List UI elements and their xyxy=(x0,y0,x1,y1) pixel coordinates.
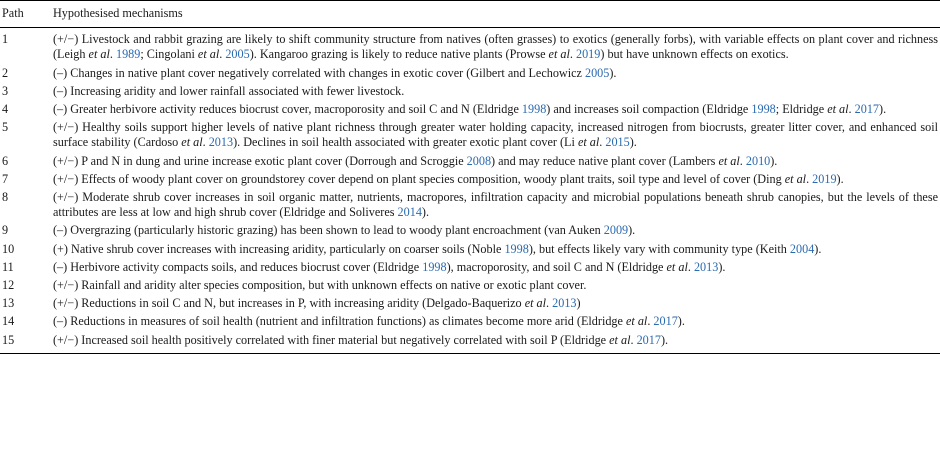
path-number: 4 xyxy=(2,102,9,117)
text-segment: (+/−) Increased soil health positively correlated with finer material but negatively correlated with soil P (Eldridge xyxy=(53,332,610,347)
citation-year-link[interactable]: 2009 xyxy=(603,223,629,238)
text-segment: . xyxy=(647,314,654,329)
text-segment: (–) Increasing aridity and lower rainfall associated with fewer livestock. xyxy=(53,83,405,98)
text-segment: ). xyxy=(609,65,617,80)
text-segment: . xyxy=(546,296,553,311)
mechanism-description xyxy=(53,65,940,83)
mechanism-description xyxy=(53,28,940,65)
text-segment: . xyxy=(848,102,855,117)
et-al-text: et al xyxy=(609,332,631,347)
text-segment: ). xyxy=(718,259,726,274)
header-row xyxy=(0,1,940,28)
citation-year-link[interactable]: 2013 xyxy=(552,296,577,311)
text-segment: (+/−) Rainfall and aridity alter species composition, but with unknown effects on native or exotic plant cover. xyxy=(53,278,587,293)
table-row xyxy=(0,171,940,189)
text-segment: . xyxy=(687,259,694,274)
citation-year-link[interactable]: 2017 xyxy=(653,314,678,329)
text-segment: (+/−) Moderate shrub cover increases in soil organic matter, nutrients, macropores, infiltration capacity and microbial populations beneath shrub canopies, but the levels of these attributes are less at low and high shrub cover (Eldridge and Soliveres xyxy=(53,190,938,220)
path-number: 14 xyxy=(2,314,15,329)
text-segment: ). xyxy=(628,223,636,238)
text-segment: ). xyxy=(677,314,685,329)
path-number: 1 xyxy=(2,32,9,47)
path-number: 6 xyxy=(2,153,9,168)
et-al-text: et al xyxy=(524,296,547,311)
path-number: 15 xyxy=(2,332,15,347)
text-segment: ). xyxy=(660,332,669,347)
text-segment: . xyxy=(599,135,606,150)
text-segment: . xyxy=(202,135,209,150)
path-number: 9 xyxy=(2,223,9,238)
text-segment: (+/−) P and N in dung and urine increase exotic plant cover (Dorrough and Scroggie xyxy=(53,153,467,168)
mechanism-description xyxy=(53,222,940,240)
path-number: 5 xyxy=(2,120,9,135)
citation-year-link[interactable]: 1998 xyxy=(521,102,547,117)
citation-year-link[interactable]: 1998 xyxy=(751,102,776,117)
text-segment: . xyxy=(739,153,746,168)
et-al-text: et al xyxy=(577,135,600,150)
path-number: 2 xyxy=(2,65,9,80)
table-row xyxy=(0,313,940,331)
table-row xyxy=(0,241,940,259)
text-segment: ). Declines in soil health associated with greater exotic plant cover (Li xyxy=(233,135,578,150)
table-row xyxy=(0,222,940,240)
citation-year-link[interactable]: 2017 xyxy=(854,102,880,117)
mechanism-description xyxy=(53,189,940,222)
citation-year-link[interactable]: 2013 xyxy=(208,135,234,150)
text-segment: ). xyxy=(421,205,430,220)
et-al-text: et al xyxy=(197,47,220,62)
text-segment: ). xyxy=(814,241,822,256)
text-segment: . xyxy=(219,47,226,62)
text-segment: ) and increases soil compaction (Eldridge xyxy=(546,102,752,117)
table-row xyxy=(0,153,940,171)
path-number: 11 xyxy=(2,259,14,274)
table-row xyxy=(0,259,940,277)
text-segment: (–) Reductions in measures of soil health (nutrient and infiltration functions) as climates become more arid (Eldridge xyxy=(53,314,626,329)
path-number: 8 xyxy=(2,190,9,205)
text-segment: ) xyxy=(576,296,581,311)
et-al-text: et al xyxy=(718,153,740,168)
mechanisms-column-header: Hypothesised mechanisms xyxy=(53,6,183,20)
text-segment: (–) Changes in native plant cover negatively correlated with changes in exotic cover (Gilbert and Lechowicz xyxy=(53,65,585,80)
et-al-text: et al xyxy=(666,259,688,274)
citation-year-link[interactable]: 2015 xyxy=(605,135,630,150)
table-row xyxy=(0,332,940,354)
text-segment: ) but have unknown effects on exotics. xyxy=(600,47,789,62)
path-number: 7 xyxy=(2,171,9,186)
text-segment: (+/−) Effects of woody plant cover on groundstorey cover depend on plant species composition, woody plant traits, soil type and level of cover (Ding xyxy=(53,171,785,186)
citation-year-link[interactable]: 2005 xyxy=(225,47,250,62)
table-row xyxy=(0,65,940,83)
citation-year-link[interactable]: 1998 xyxy=(504,241,529,256)
table-row xyxy=(0,189,940,222)
et-al-text: et al xyxy=(181,135,203,150)
text-segment: (–) Herbivore activity compacts soils, and reduces biocrust cover (Eldridge xyxy=(53,259,423,274)
citation-year-link[interactable]: 2004 xyxy=(789,241,815,256)
text-segment: (+/−) Reductions in soil C and N, but increases in P, with increasing aridity (Delgado-Baquerizo xyxy=(53,296,525,311)
table-row xyxy=(0,295,940,313)
table-row xyxy=(0,119,940,152)
text-segment: ). xyxy=(879,102,887,117)
path-number: 3 xyxy=(2,83,9,98)
text-segment: ). xyxy=(836,171,844,186)
citation-year-link[interactable]: 1998 xyxy=(422,259,447,274)
text-segment: ; Eldridge xyxy=(775,102,828,117)
et-al-text: et al xyxy=(626,314,648,329)
text-segment: (+/−) Healthy soils support higher levels of native plant richness through greater water holding capacity, increased nitrogen from biocrusts, greater litter cover, and enhanced soil surface stability (Cardoso xyxy=(53,120,938,150)
et-al-text: et al xyxy=(88,47,110,62)
text-segment: (+) Native shrub cover increases with increasing aridity, particularly on coarser soils (Noble xyxy=(53,241,505,256)
table-row xyxy=(0,101,940,119)
text-segment: . xyxy=(109,47,116,62)
citation-year-link[interactable]: 2014 xyxy=(397,205,422,220)
path-number: 10 xyxy=(2,241,15,256)
path-number: 12 xyxy=(2,278,15,293)
text-segment: (+/−) Livestock and rabbit grazing are likely to shift community structure from natives (often grasses) to exotics (generally forbs), with variable effects on plant cover and richness (Leigh xyxy=(53,32,938,62)
text-segment: ) and may reduce native plant cover (Lambers xyxy=(491,153,719,168)
mechanism-description xyxy=(53,153,940,171)
text-segment: ). xyxy=(629,135,637,150)
table-body xyxy=(0,28,940,354)
mechanism-description xyxy=(53,332,940,354)
table-row xyxy=(0,277,940,295)
table-header xyxy=(0,1,940,28)
mechanism-description xyxy=(53,295,940,313)
mechanism-description xyxy=(53,171,940,189)
text-segment: . xyxy=(630,332,637,347)
text-segment: . xyxy=(569,47,576,62)
text-segment: ). Kangaroo grazing is likely to reduce native plants (Prowse xyxy=(249,47,549,62)
mechanism-description xyxy=(53,241,940,259)
et-al-text: et al xyxy=(827,102,849,117)
citation-year-link[interactable]: 2019 xyxy=(812,171,837,186)
table-row xyxy=(0,28,940,65)
citation-year-link[interactable]: 2010 xyxy=(745,153,771,168)
mechanism-description xyxy=(53,277,940,295)
text-segment: ), macroporosity, and soil C and N (Eldridge xyxy=(446,259,667,274)
citation-year-link[interactable]: 2019 xyxy=(575,47,601,62)
mechanism-description xyxy=(53,83,940,101)
et-al-text: et al xyxy=(548,47,570,62)
path-number: 13 xyxy=(2,296,15,311)
mechanism-description xyxy=(53,259,940,277)
et-al-text: et al xyxy=(784,171,807,186)
citation-year-link[interactable]: 2017 xyxy=(636,332,661,347)
table-row xyxy=(0,83,940,101)
citation-year-link[interactable]: 2005 xyxy=(584,65,610,80)
mechanism-description xyxy=(53,101,940,119)
citation-year-link[interactable]: 2013 xyxy=(693,259,719,274)
mechanism-description xyxy=(53,313,940,331)
text-segment: . xyxy=(806,171,813,186)
text-segment: ; Cingolani xyxy=(140,47,198,62)
mechanism-description xyxy=(53,119,940,152)
text-segment: (–) Overgrazing (particularly historic grazing) has been shown to lead to woody plant encroachment (van Auken xyxy=(53,223,604,238)
path-column-header: Path xyxy=(2,6,24,20)
citation-year-link[interactable]: 1989 xyxy=(115,47,141,62)
citation-year-link[interactable]: 2008 xyxy=(466,153,492,168)
text-segment: ), but effects likely vary with community type (Keith xyxy=(528,241,790,256)
text-segment: (–) Greater herbivore activity reduces biocrust cover, macroporosity and soil C and N (Eldridge xyxy=(53,102,522,117)
text-segment: ). xyxy=(770,153,778,168)
